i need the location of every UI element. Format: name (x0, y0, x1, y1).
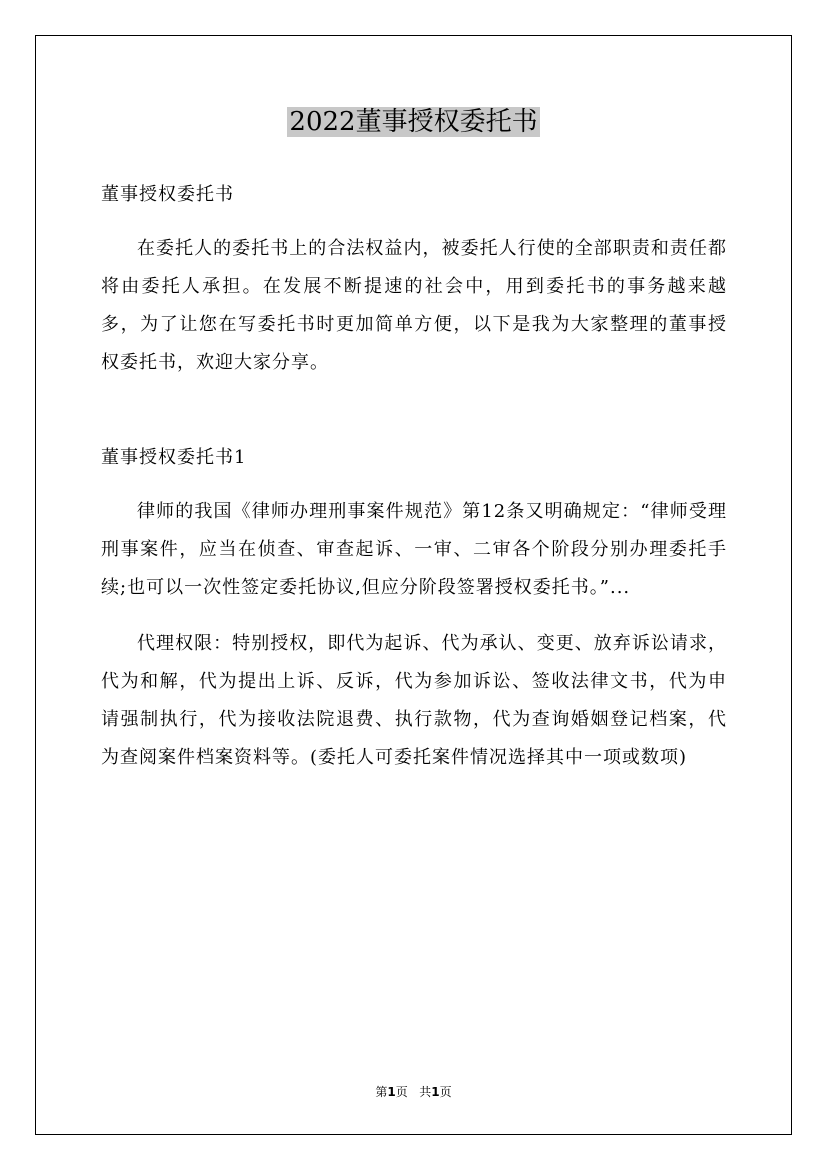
footer-total-label: 页 (439, 1085, 452, 1099)
document-title: 2022董事授权委托书 (289, 107, 538, 137)
footer-page-label: 页 (395, 1085, 408, 1099)
section1-paragraph-1: 律师的我国《律师办理刑事案件规范》第12条又明确规定：“律师受理刑事案件，应当在侦查、审查起诉、一审、二审各个阶段分别办理委托手续;也可以一次性签定委托协议,但应分阶段签署授权委托书。”... (101, 501, 727, 598)
footer-total-pages: 1 (431, 1085, 440, 1099)
intro-paragraph: 在委托人的委托书上的合法权益内，被委托人行使的全部职责和责任都将由委托人承担。在发展不断提速的社会中，用到委托书的事务越来越多，为了让您在写委托书时更加简单方便，以下是我为大家整理的董事授权委托书，欢迎大家分享。 (101, 238, 727, 373)
footer-page-number: 1 (387, 1085, 396, 1099)
section1-paragraph-2: 代理权限：特别授权，即代为起诉、代为承认、变更、放弃诉讼请求，代为和解，代为提出上诉、反诉，代为参加诉讼、签收法律文书，代为申请强制执行，代为接收法院退费、执行款物，代为查询婚姻登记档案，代为查阅案件档案资料等。(委托人可委托案件情况选择其中一项或数项) (101, 633, 727, 768)
intro-heading: 董事授权委托书 (101, 184, 234, 205)
footer-total-prefix: 共 (419, 1085, 432, 1099)
page-footer (0, 1084, 827, 1100)
section1-heading: 董事授权委托书1 (101, 447, 247, 468)
document-title-wrapper (0, 103, 827, 141)
document-body (101, 176, 727, 777)
footer-page-prefix: 第 (375, 1085, 388, 1099)
section-spacer (101, 382, 727, 439)
